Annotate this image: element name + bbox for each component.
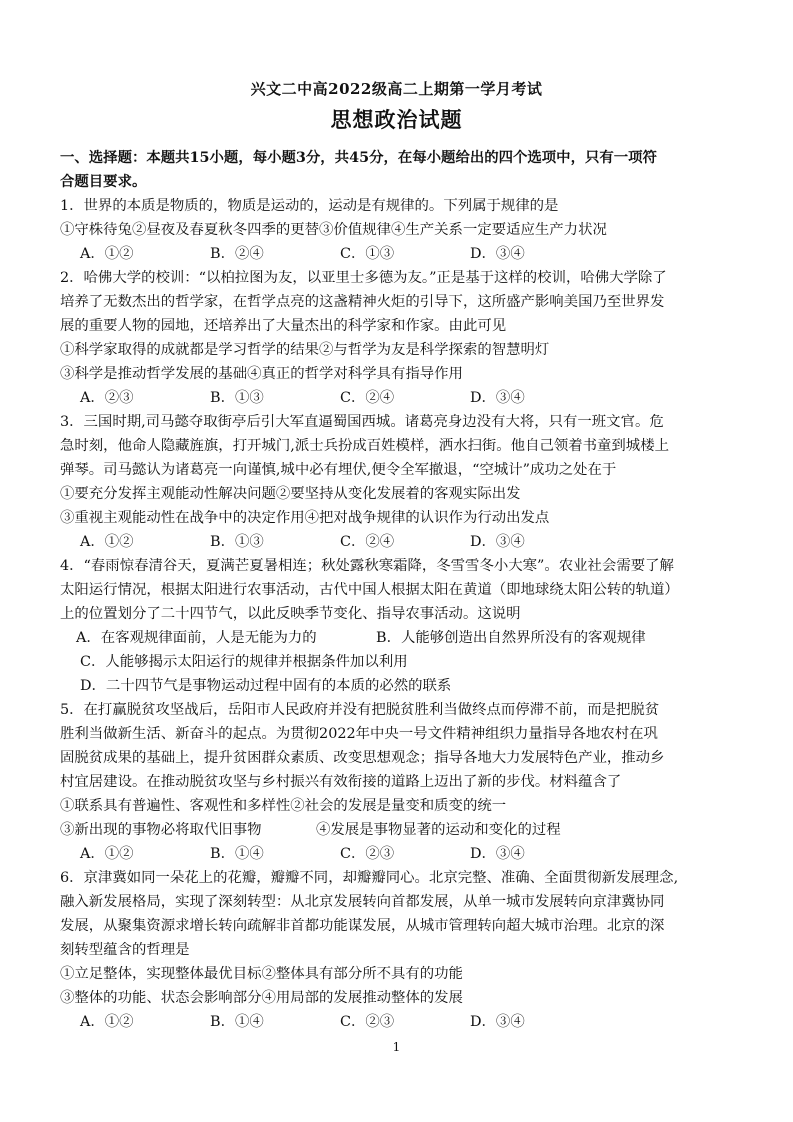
q6-options <box>60 1010 736 1034</box>
option-c: C．②④ <box>340 390 395 406</box>
option-c: C．①③ <box>340 246 395 262</box>
option-a: A．②③ <box>80 390 134 406</box>
q6-stem-line: 6．京津冀如同一朵花上的花瓣，瓣瓣不同，却瓣瓣同心。北京完整、准确、全面贯彻新发展理念, <box>60 870 679 886</box>
q2-options <box>60 386 736 410</box>
option-b: B．人能够创造出自然界所没有的客观规律 <box>376 630 646 646</box>
q2-item-line: ①科学家取得的成就都是学习哲学的结果②与哲学为友是科学探索的智慧明灯 <box>60 342 550 358</box>
option-b: B．①④ <box>210 1014 264 1030</box>
q5-stem-line: 胜利当做新生活、新奋斗的起点。为贯彻2022年中央一号文件精神组织力量指导各地农村在巩 <box>60 726 658 742</box>
q3-item-line: ①要充分发挥主观能动性解决问题②要坚持从变化发展着的客观实际出发 <box>60 486 521 502</box>
option-d: D．③④ <box>470 534 525 550</box>
option-c: C．②③ <box>340 1014 395 1030</box>
option-c: C．②③ <box>340 846 395 862</box>
option-d: D．③④ <box>470 390 525 406</box>
option-a: A．①② <box>80 246 134 262</box>
q4-stem-line: 上的位置划分了二十四节气，以此反映季节变化、指导农事活动。这说明 <box>60 606 521 622</box>
option-c: C．人能够揭示太阳运行的规律并根据条件加以利用 <box>80 654 408 670</box>
q4-options-ab <box>60 626 736 650</box>
q5-stem-line: 5．在打赢脱贫攻坚战后，岳阳市人民政府并没有把脱贫胜利当做终点而停滞不前，而是把脱贫 <box>60 702 660 718</box>
school-exam-title: 兴文二中高2022级高二上期第一学月考试 <box>250 80 543 98</box>
option-d: D．③④ <box>470 246 525 262</box>
q2-stem-line: 培养了无数杰出的哲学家，在哲学点亮的这盏精神火炬的引导下，这所盛产影响美国乃至世界发 <box>60 294 665 310</box>
option-b: B．①③ <box>210 390 264 406</box>
option-a: A．①② <box>80 846 134 862</box>
q3-stem-line: 弹琴。司马懿认为诸葛亮一向谨慎,城中必有埋伏,便令全军撤退，“空城计”成功之处在于 <box>60 462 617 478</box>
q3-stem-line: 3．三国时期,司马懿夺取街亭后引大军直逼蜀国西城。诸葛亮身边没有大将，只有一班文官。危 <box>60 414 664 430</box>
q6-stem-line: 融入新发展格局，实现了深刻转型：从北京发展转向首都发展，从单一城市发展转向京津冀协同 <box>60 894 665 910</box>
q2-item-line: ③科学是推动哲学发展的基础④真正的哲学对科学具有指导作用 <box>60 366 463 382</box>
option-b: B．①③ <box>210 534 264 550</box>
q6-item-line: ①立足整体，实现整体最优目标②整体具有部分所不具有的功能 <box>60 966 463 982</box>
exam-content <box>60 146 736 1034</box>
q5-options <box>60 842 736 866</box>
option-d: D．③④ <box>470 846 525 862</box>
q4-stem-line: 4．“春雨惊春清谷天，夏满芒夏暑相连；秋处露秋寒霜降，冬雪雪冬小大寒”。农业社会需要了解 <box>60 558 674 574</box>
subject-title: 思想政治试题 <box>330 107 463 132</box>
q3-options <box>60 530 736 554</box>
section-heading: 一、选择题：本题共15小题，每小题3分，共45分，在每小题给出的四个选项中，只有一项符 <box>60 149 657 166</box>
option-a: A．①② <box>80 534 134 550</box>
option-a: A．①② <box>80 1014 134 1030</box>
q2-stem-line: 展的重要人物的园地，还培养出了大量杰出的科学家和作家。由此可见 <box>60 318 507 334</box>
q4-stem-line: 太阳运行情况，根据太阳进行农事活动，古代中国人根据太阳在黄道（即地球绕太阳公转的轨道） <box>60 582 679 598</box>
q6-stem-line: 发展，从聚集资源求增长转向疏解非首都功能谋发展，从城市管理转向超大城市治理。北京的深 <box>60 918 665 934</box>
q2-stem-line: 2．哈佛大学的校训：“以柏拉图为友，以亚里士多德为友。”正是基于这样的校训，哈佛大学除了 <box>60 270 667 286</box>
q6-item-line: ③整体的功能、状态会影响部分④用局部的发展推动整体的发展 <box>60 990 463 1006</box>
q3-stem-line: 急时刻，他命人隐藏旌旗，打开城门,派士兵扮成百姓模样，洒水扫街。他自己领着书童到城楼上 <box>60 438 669 454</box>
q1-items: ①守株待兔②昼夜及春夏秋冬四季的更替③价值规律④生产关系一定要适应生产力状况 <box>60 222 607 238</box>
option-b: B．②④ <box>210 246 264 262</box>
q5-stem-line: 村宜居建设。在推动脱贫攻坚与乡村振兴有效衔接的道路上迈出了新的步伐。材料蕴含了 <box>60 774 622 790</box>
option-d: D．③④ <box>470 1014 525 1030</box>
q6-stem-line: 刻转型蕴含的哲理是 <box>60 942 190 958</box>
q1-stem: 1．世界的本质是物质的，物质是运动的，运动是有规律的。下列属于规律的是 <box>60 198 559 214</box>
option-d: D．二十四节气是事物运动过程中固有的本质的必然的联系 <box>80 678 452 694</box>
q5-item-line: ①联系具有普遍性、客观性和多样性②社会的发展是量变和质变的统一 <box>60 798 507 814</box>
option-a: A．在客观规律面前，人是无能为力的 <box>76 630 317 646</box>
q5-item-4: ④发展是事物显著的运动和变化的过程 <box>316 822 561 838</box>
page-number: 1 <box>392 1040 401 1054</box>
q1-options <box>60 242 736 266</box>
q5-stem-line: 固脱贫成果的基础上，提升贫困群众素质、改变思想观念；指导各地大力发展特色产业，推动乡 <box>60 750 665 766</box>
q5-item-3: ③新出现的事物必将取代旧事物 <box>60 822 262 838</box>
option-b: B．①④ <box>210 846 264 862</box>
q3-item-line: ③重视主观能动性在战争中的决定作用④把对战争规律的认识作为行动出发点 <box>60 510 550 526</box>
option-c: C．②④ <box>340 534 395 550</box>
q5-item-line <box>60 818 736 842</box>
section-heading-cont: 合题目要求。 <box>60 173 147 190</box>
